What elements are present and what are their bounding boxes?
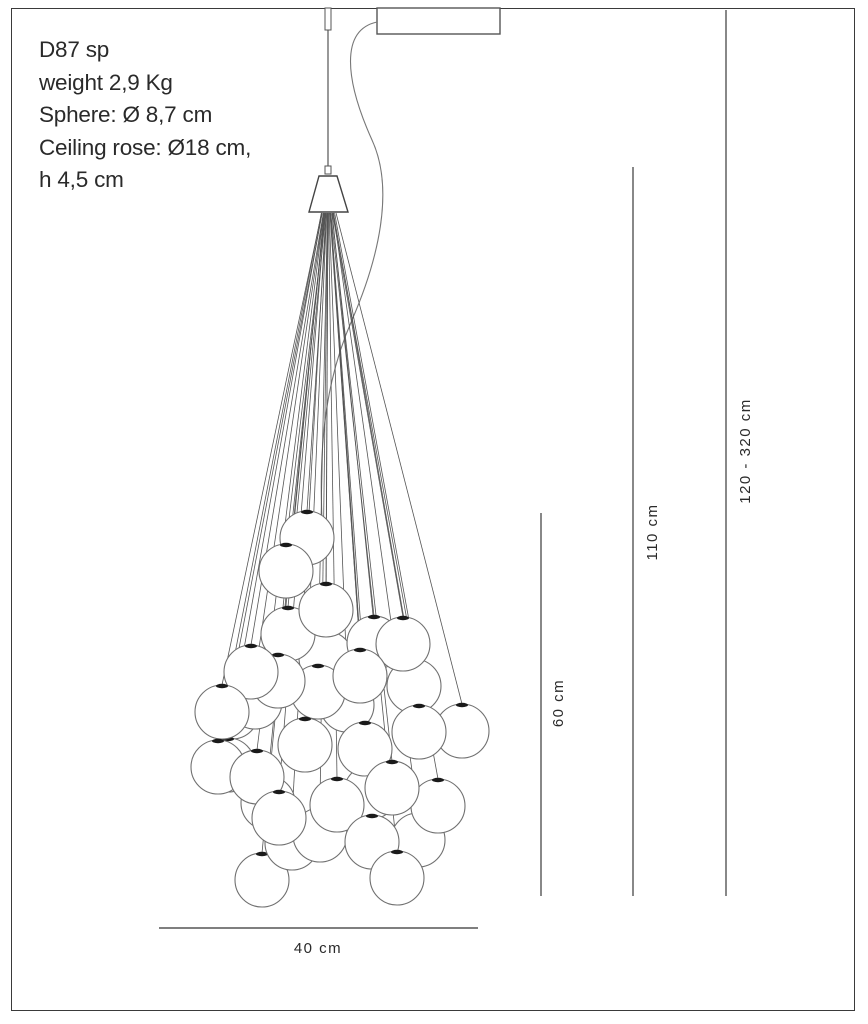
globe-cap	[386, 760, 398, 764]
height-60-label: 60 cm	[550, 678, 567, 728]
sphere-diameter: Sphere: Ø 8,7 cm	[39, 102, 213, 127]
globe-cap	[413, 704, 425, 708]
globe-sphere	[252, 790, 306, 845]
globe-cap	[312, 664, 324, 668]
globe-cap	[368, 615, 380, 619]
globe-cap	[359, 721, 371, 725]
canopy-cone	[309, 176, 348, 212]
globe-sphere	[299, 582, 353, 637]
height-110-label: 110 cm	[644, 503, 661, 561]
globe-cap	[216, 684, 228, 688]
globe-sphere	[259, 543, 313, 598]
width-label: 40 cm	[293, 940, 343, 957]
globe-cap	[251, 749, 263, 753]
product-weight: weight 2,9 Kg	[39, 69, 173, 95]
globe-cap	[391, 850, 403, 854]
globe-cap	[245, 644, 257, 648]
globe-sphere	[365, 760, 419, 815]
globe-cap	[280, 543, 292, 547]
globe-cap	[212, 739, 224, 743]
total-height-label: 120 - 320 cm	[737, 398, 754, 504]
ceiling-rose-height: h 4,5 cm	[39, 167, 124, 192]
globe-cap	[331, 777, 343, 781]
globe-sphere	[333, 648, 387, 703]
globe-cap	[397, 616, 409, 620]
globe-cap	[282, 606, 294, 610]
canopy-neck	[325, 166, 331, 174]
globe-cap	[273, 790, 285, 794]
ceiling-rose-diameter: Ceiling rose: Ø18 cm,	[39, 134, 252, 160]
globe-sphere	[370, 850, 424, 905]
globe-cap	[301, 510, 313, 514]
globe-sphere	[195, 684, 249, 739]
globe-cap	[299, 717, 311, 721]
globe-cap	[432, 778, 444, 782]
globe-cap	[354, 648, 366, 652]
product-name: D87 sp	[39, 37, 110, 62]
globe-cap	[366, 814, 378, 818]
globe-cap	[456, 703, 468, 707]
ceiling-rose	[377, 8, 500, 34]
globe-sphere	[392, 704, 446, 759]
globe-cluster	[191, 510, 489, 907]
globe-cap	[320, 582, 332, 586]
globe-sphere	[278, 717, 332, 772]
cable-fixing	[325, 8, 331, 30]
